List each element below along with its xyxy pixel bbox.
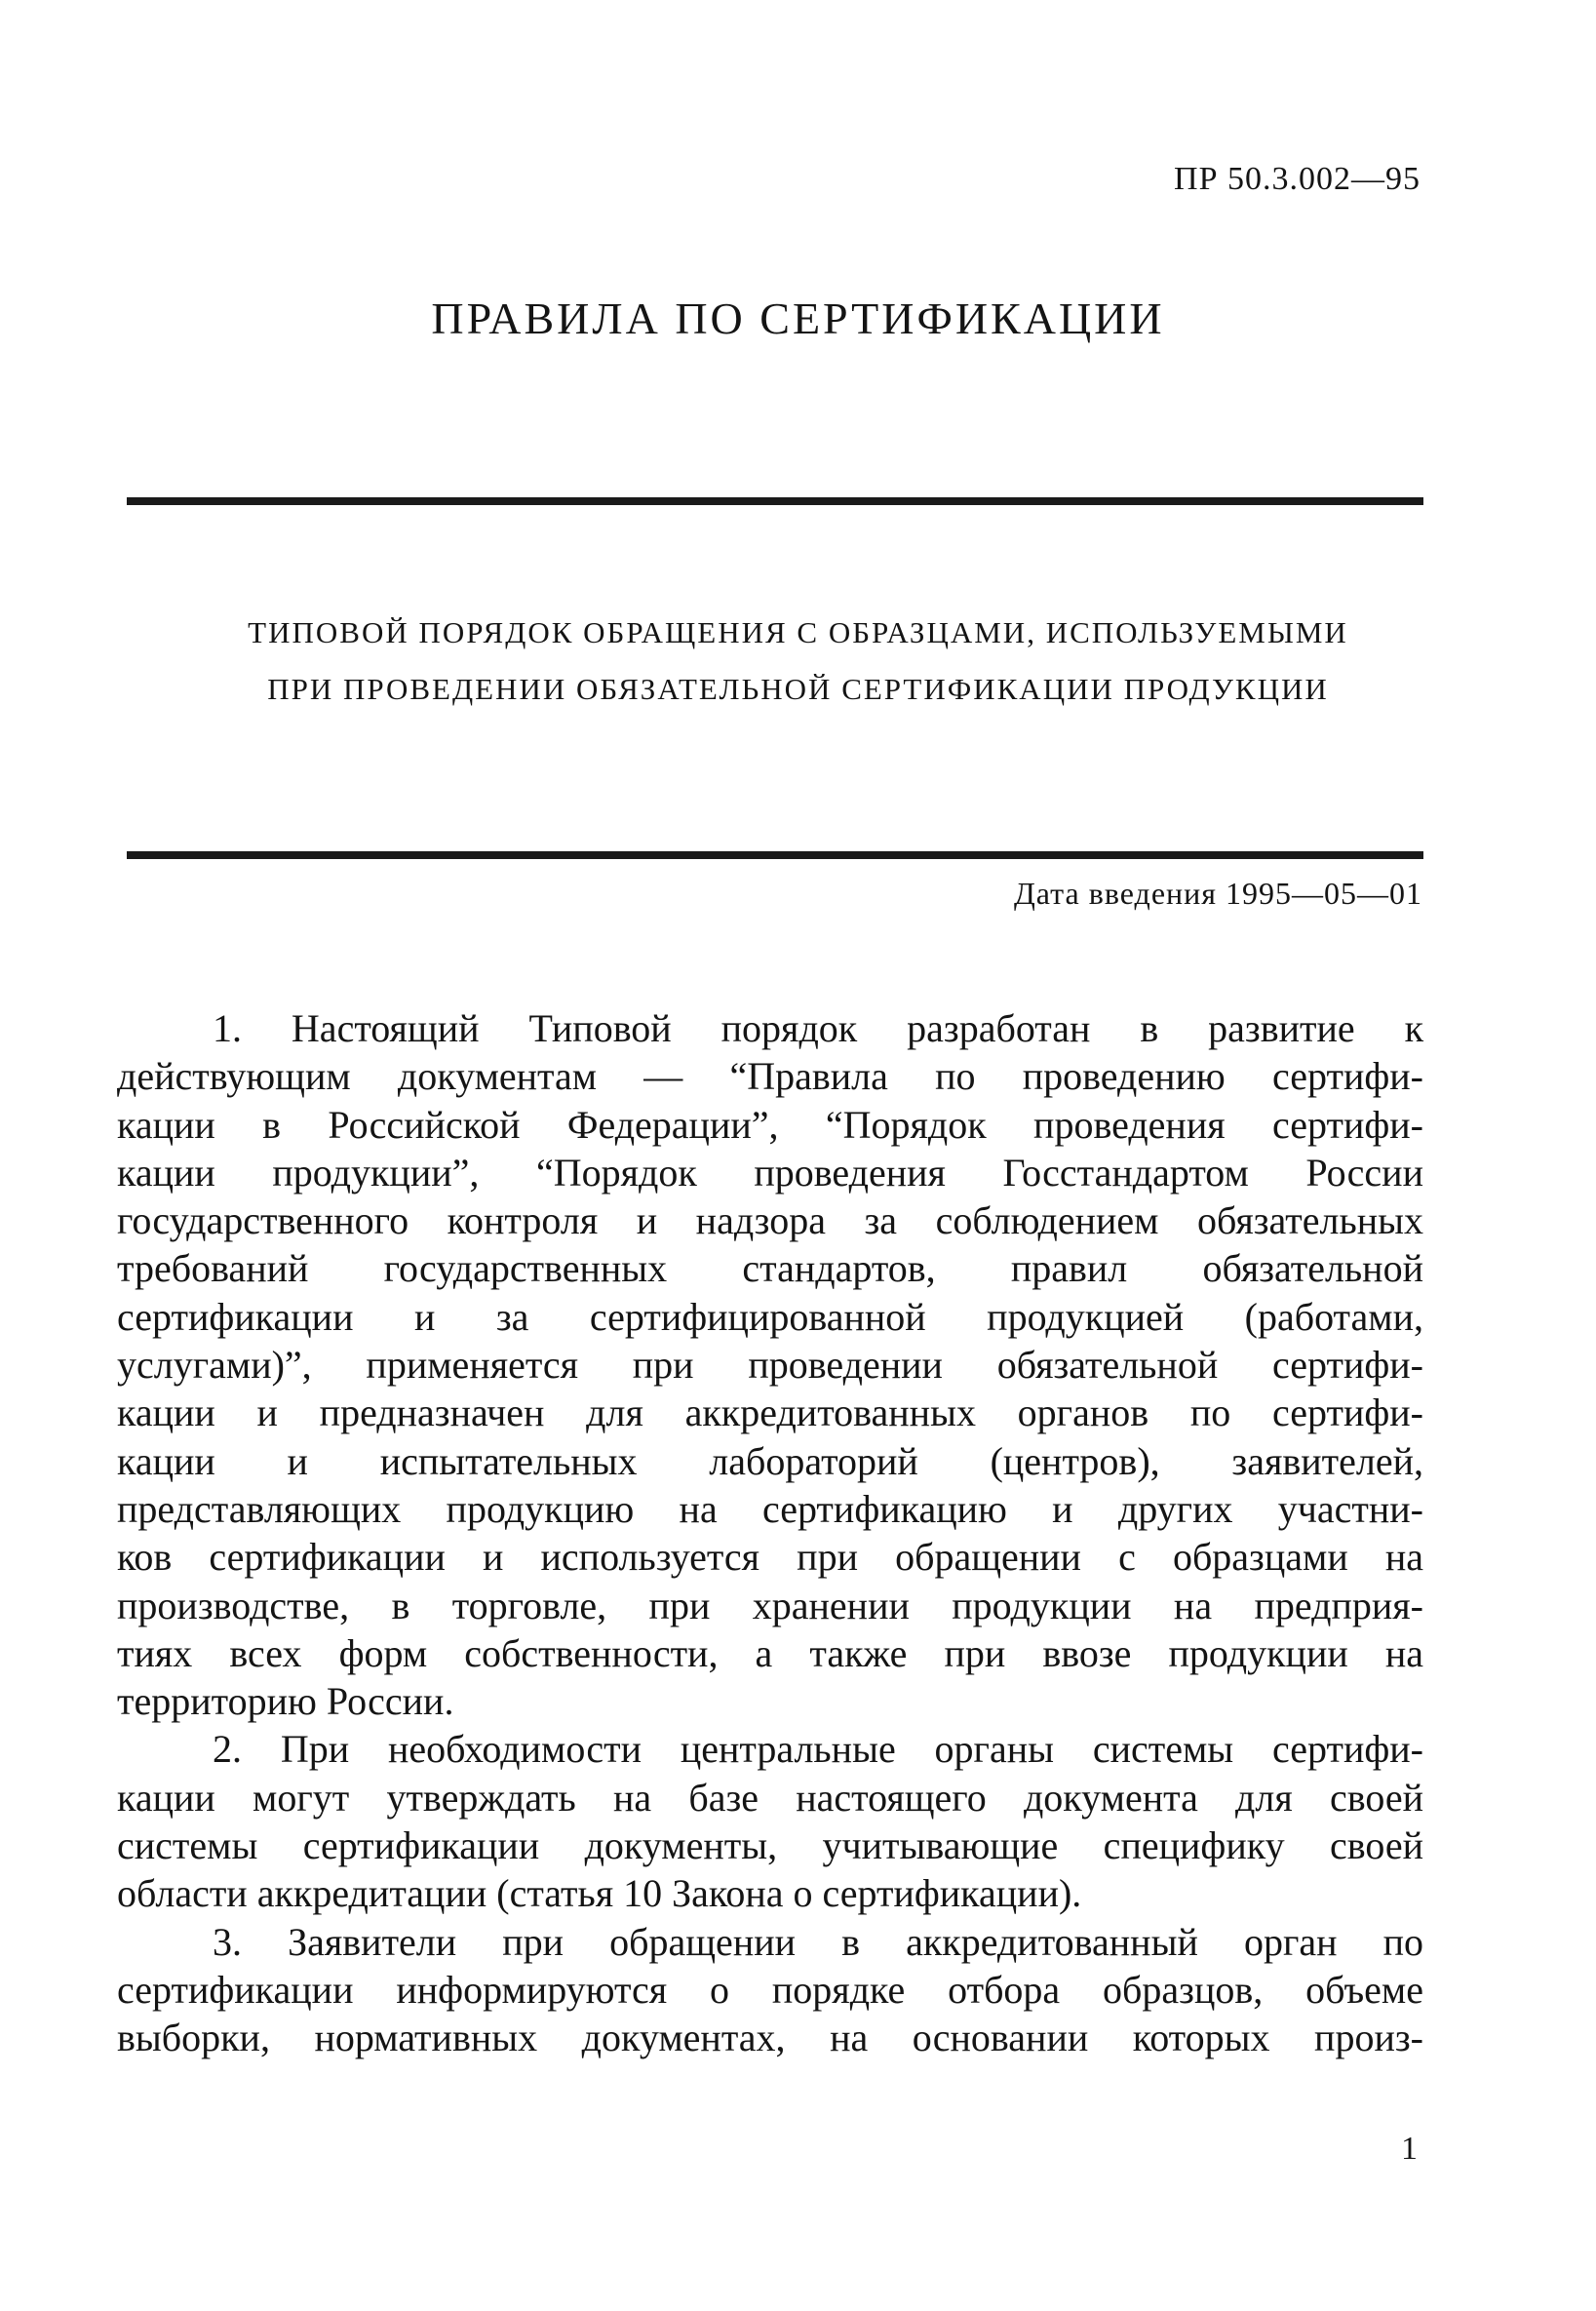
text-line: требований государственных стандартов, правил обязательной (117, 1246, 1423, 1291)
text-line: 3. Заявители при обращении в аккредитованный орган по (213, 1919, 1423, 1964)
paragraph-3 (117, 1918, 1423, 2062)
text-line: кации и предназначен для аккредитованных органов по сертифи- (117, 1391, 1423, 1435)
text-line: услугами)”, применяется при проведении обязательной сертифи- (117, 1343, 1423, 1388)
text-line: территорию России. (117, 1679, 454, 1724)
text-line: сертификации информируются о порядке отбора образцов, объеме (117, 1967, 1423, 2012)
text-line: кации могут утверждать на базе настоящего документа для своей (117, 1775, 1423, 1820)
text-line: кации продукции”, “Порядок проведения Госстандартом России (117, 1150, 1423, 1195)
subtitle-line: ПРИ ПРОВЕДЕНИИ ОБЯЗАТЕЛЬНОЙ СЕРТИФИКАЦИИ ПРОДУКЦИИ (267, 672, 1329, 706)
bottom-divider (127, 851, 1423, 859)
text-line: производстве, в торговле, при хранении продукции на предприя- (117, 1583, 1423, 1627)
text-line: 2. При необходимости центральные органы системы сертифи- (213, 1727, 1423, 1772)
text-line: представляющих продукцию на сертификацию и других участни- (117, 1486, 1423, 1531)
text-line: ков сертификации и используется при обращении с образцами на (117, 1535, 1423, 1580)
page-title: ПРАВИЛА ПО СЕРТИФИКАЦИИ (431, 294, 1165, 343)
introduction-date: Дата введения 1995—05—01 (1013, 876, 1422, 911)
text-line: действующим документам — “Правила по проведению сертифи- (117, 1054, 1423, 1099)
text-line: 1. Настоящий Типовой порядок разработан в развитие к (213, 1006, 1423, 1050)
document-body (117, 1004, 1423, 2062)
document-code: ПР 50.3.002—95 (1174, 161, 1421, 197)
subtitle-line: ТИПОВОЙ ПОРЯДОК ОБРАЩЕНИЯ С ОБРАЗЦАМИ, ИСПОЛЬЗУЕМЫМИ (248, 615, 1348, 649)
paragraph-2 (117, 1725, 1423, 1917)
text-line: выборки, нормативных документах, на основании которых произ- (117, 2016, 1423, 2060)
text-line: системы сертификации документы, учитывающие специфику своей (117, 1823, 1423, 1868)
text-line: сертификации и за сертифицированной продукцией (работами, (117, 1294, 1423, 1339)
text-line: области аккредитации (статья 10 Закона о сертификации). (117, 1871, 1082, 1916)
paragraph-1 (117, 1004, 1423, 1725)
document-subtitle (117, 605, 1479, 718)
text-line: кации и испытательных лабораторий (центров), заявителей, (117, 1438, 1423, 1483)
text-line: тиях всех форм собственности, а также при ввозе продукции на (117, 1630, 1423, 1675)
page-number: 1 (1401, 2131, 1418, 2167)
text-line: государственного контроля и надзора за соблюдением обязательных (117, 1198, 1423, 1243)
top-divider (127, 497, 1423, 505)
text-line: кации в Российской Федерации”, “Порядок проведения сертифи- (117, 1102, 1423, 1147)
